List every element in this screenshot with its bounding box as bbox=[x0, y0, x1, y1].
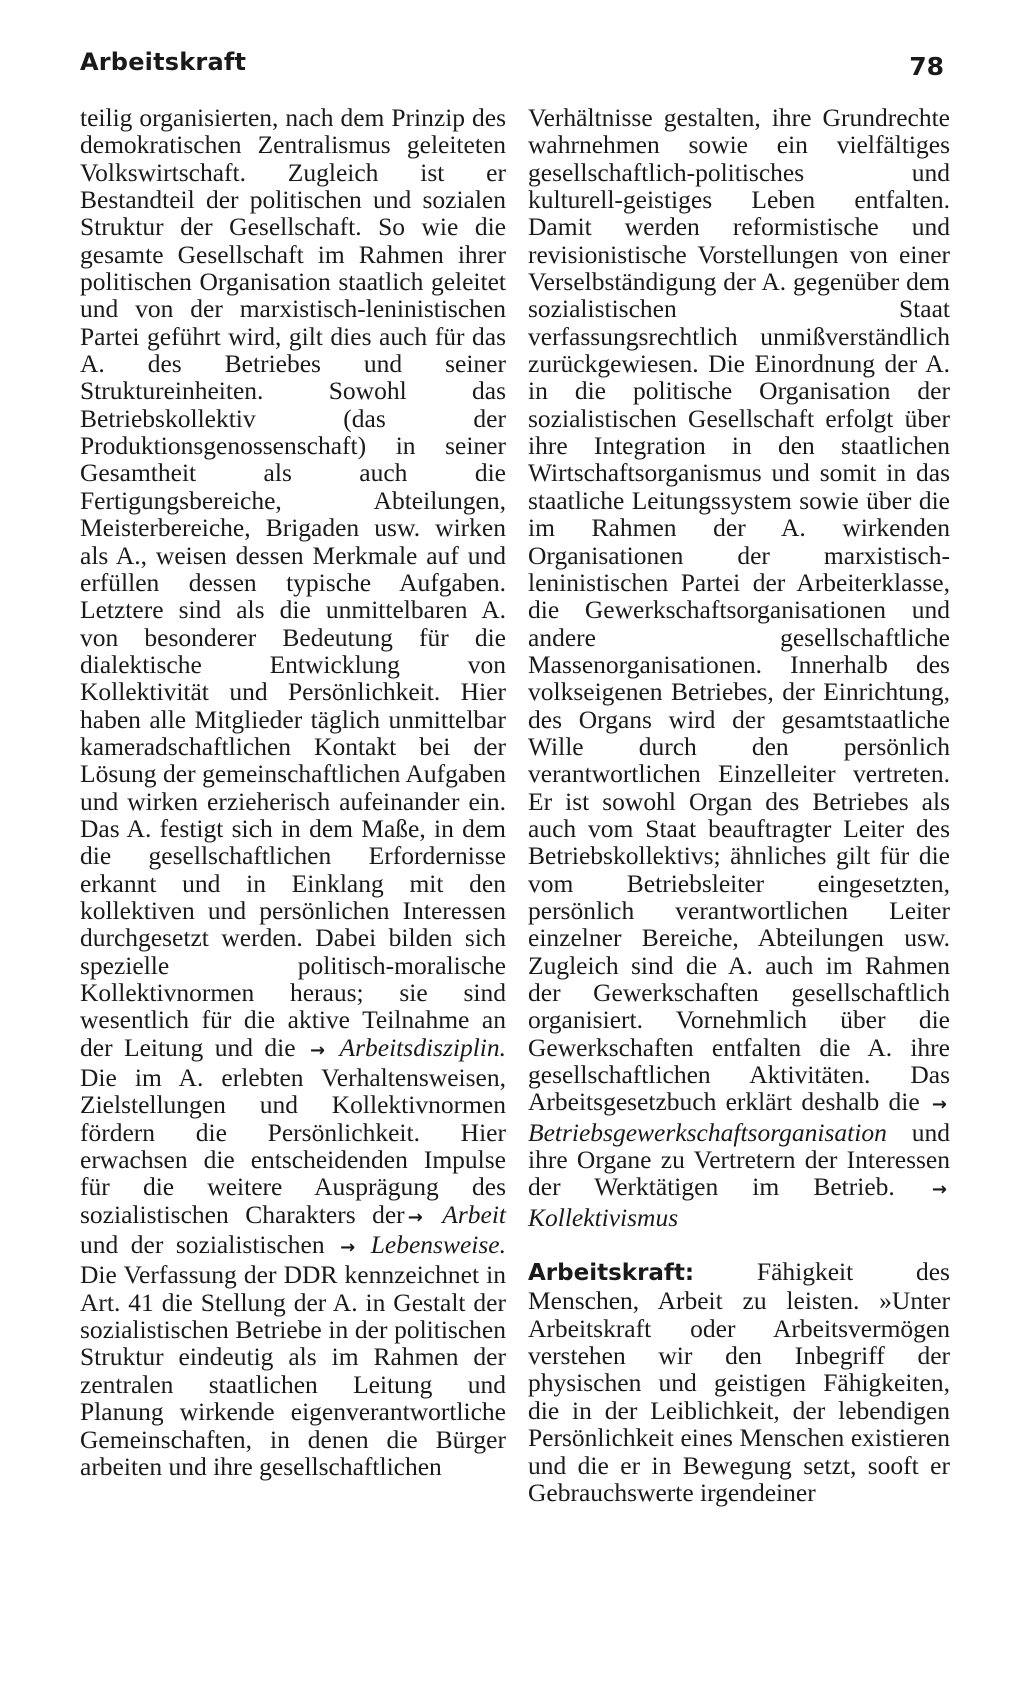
body-text: teilig organisierten, nach dem Prinzip des demokratischen Zentralismus geleiteten Volkswirtschaft. Zugleich ist er Bestandteil der politischen und sozialen Struktur der Gesellschaft. So wie die gesamte Gesellschaft im Rahmen ihrer politischen Organisation staatlich geleitet und von der marxistisch-leninistischen Partei geführt wird, gilt dies auch für das A. des Betriebes und seiner Struktureinheiten. Sowohl das Betriebskollektiv (das der Produktionsgenossenschaft) in seiner Gesamtheit als auch die Fertigungsbereiche, Abteilungen, Meisterbereiche, Brigaden usw. wirken als A., weisen dessen Merkmale auf und erfüllen dessen typische Aufgaben. Letztere sind als die unmittelbaren A. von besonderer Bedeutung für die dialektische Entwicklung von Kollektivität und Persönlichkeit. Hier haben alle Mitglieder täglich unmittelbar kameradschaftlichen Kontakt bei der Lösung der gemeinschaftlichen Aufgaben und wirken erzieherisch aufeinander ein. Das A. festigt sich in dem Maße, in dem die gesellschaftlichen Erfordernisse erkannt und in Einklang mit den kollektiven und persönlichen Interessen durchgesetzt werden. Dabei bilden sich spezielle politisch-moralische Kollektivnormen heraus; sie sind wesentlich für die aktive Teilnahme an der Leitung und die bbox=[80, 103, 506, 1062]
cross-reference-arbeitsdisziplin[interactable]: Arbeitsdisziplin. bbox=[339, 1032, 507, 1062]
body-text: und ihre Organe zu Vertretern der Interessen der Werktätigen im Betrieb. bbox=[528, 1117, 950, 1202]
body-text: Die im A. erlebten Verhaltensweisen, Zielstellungen und Kollektivnormen fördern die Persönlichkeit. Hier erwachsen die entscheidenden Impulse für die weitere Ausprägung des sozialistischen Charakters der bbox=[80, 1063, 506, 1229]
body-text: Verhältnisse gestalten, ihre Grundrechte wahrnehmen sowie ein vielfältiges gesellschaftlich-politisches und kulturell-geistiges Leben entfalten. Damit werden reformistische und revisionistische Vorstellungen von einer Verselbständigung der A. gegenüber dem sozialistischen Staat verfassungsrechtlich unmißverständlich zurückgewiesen. Die Einordnung der A. in die politische Organisation der sozialistischen Gesellschaft erfolgt über ihre Integration in den staatlichen Wirtschaftsorganismus und somit in das staatliche Leitungssystem sowie über die im Rahmen der A. wirkenden Organisationen der marxistisch-leninistischen Partei der Arbeiterklasse, die Gewerkschaftsorganisationen und andere gesellschaftliche Massenorganisationen. Innerhalb des volkseigenen Betriebes, der Einrichtung, des Organs wird der gesamtstaatliche Wille durch den persönlich verantwortlichen Einzelleiter vertreten. Er ist sowohl Organ des Betriebes als auch vom Staat beauftragter Leiter des Betriebskollektivs; ähnliches gilt für die vom Betriebsleiter eingesetzten, persönlich verantwortlichen Leiter einzelner Bereiche, Abteilungen usw. Zugleich sind die A. auch im Rahmen der Gewerkschaften gesellschaftlich organisiert. Vornehmlich über die Gewerkschaften entfalten die A. ihre gesellschaftlichen Aktivitäten. Das Arbeitsgesetzbuch erklärt deshalb die bbox=[528, 103, 950, 1117]
cross-reference-arrow-icon: → bbox=[931, 1094, 948, 1116]
body-text: und der sozialistischen bbox=[80, 1230, 325, 1260]
cross-reference-arrow-icon: → bbox=[931, 1179, 947, 1201]
page-number: 78 bbox=[909, 52, 944, 81]
cross-reference-kollektivismus[interactable]: Kollektivismus bbox=[528, 1202, 679, 1232]
cross-reference-arrow-icon: → bbox=[340, 1237, 356, 1259]
entry-definition: Fähigkeit des Menschen, Arbeit zu leisten. »Unter Arbeitskraft oder Arbeitsvermögen verstehen wir den Inbegriff der physischen und geistigen Fähigkeiten, die in der Leiblichkeit, der lebendigen Persönlichkeit eines Menschen existieren und die er in Bewegung setzt, sooft er Gebrauchswerte irgendeiner bbox=[528, 1257, 950, 1507]
body-text: Die Verfassung der DDR kennzeichnet in Art. 41 die Stellung der A. in Gestalt der sozialistischen Betriebe in der politischen Struktur eindeutig als im Rahmen der zentralen staatlichen Leitung und Planung wirkende eigenverantwortliche Gemeinschaften, in denen die Bürger arbeiten und ihre gesellschaftlichen bbox=[80, 1260, 506, 1481]
cross-reference-arrow-icon: → bbox=[310, 1039, 326, 1061]
left-column-paragraph bbox=[80, 104, 506, 1480]
cross-reference-arbeit[interactable]: Arbeit bbox=[442, 1199, 507, 1229]
cross-reference-lebensweise[interactable]: Lebensweise. bbox=[370, 1230, 507, 1260]
left-column bbox=[80, 104, 506, 1480]
right-column-paragraph bbox=[528, 104, 950, 1231]
dictionary-entry-arbeitskraft bbox=[528, 1258, 950, 1506]
right-column bbox=[528, 104, 950, 1506]
entry-headword: Arbeitskraft: bbox=[528, 1260, 695, 1287]
running-head: Arbeitskraft bbox=[80, 48, 247, 76]
cross-reference-betriebsgewerkschaftsorganisation[interactable]: Betriebsgewerkschaftsorganisation bbox=[528, 1117, 887, 1147]
cross-reference-arrow-icon: → bbox=[407, 1206, 423, 1228]
